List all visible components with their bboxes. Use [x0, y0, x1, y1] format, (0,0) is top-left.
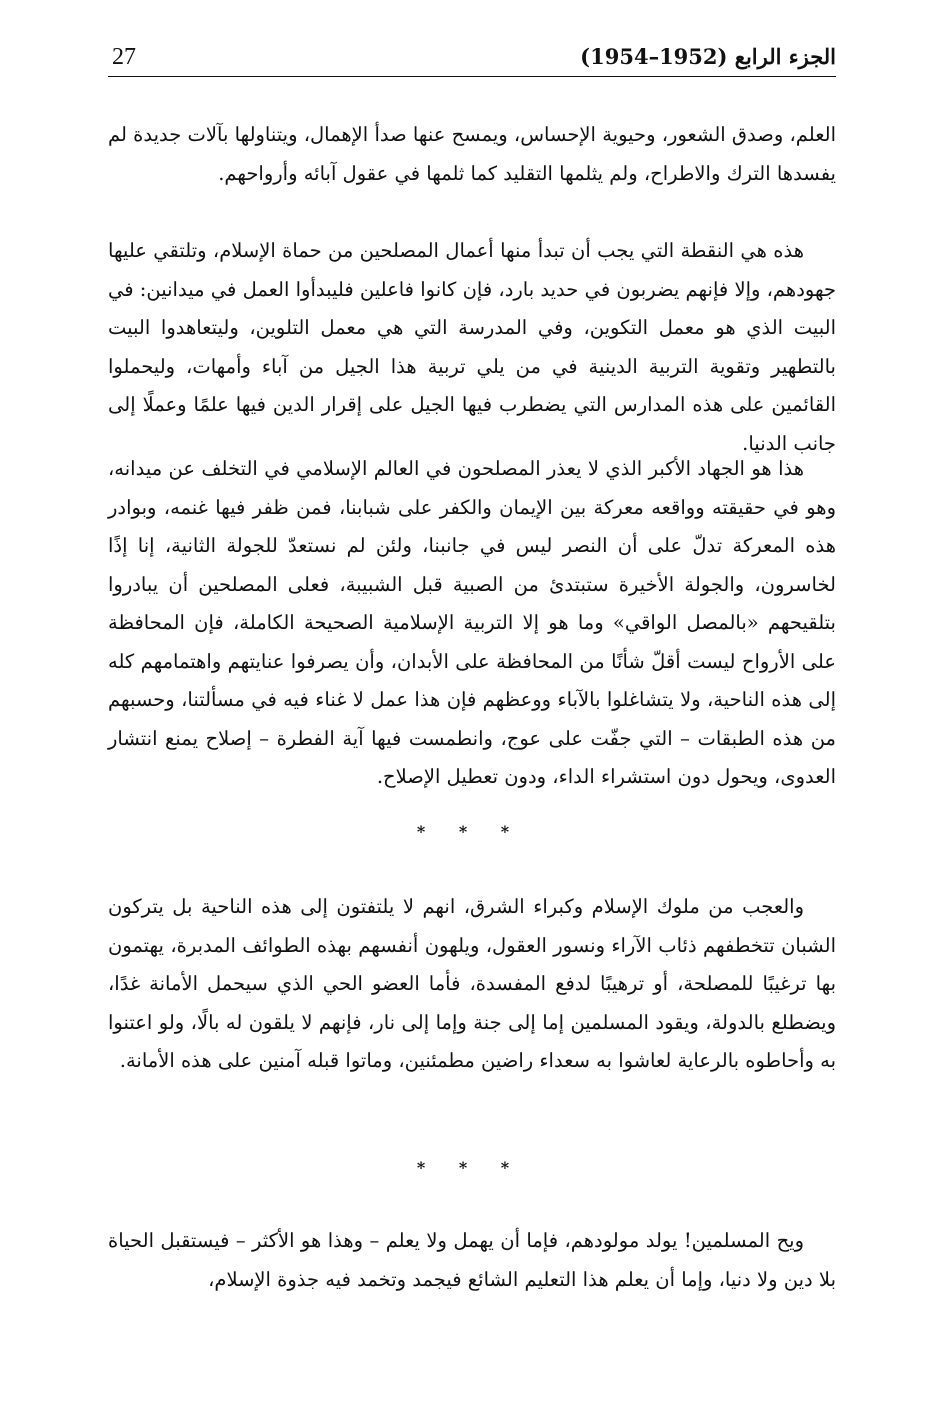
paragraph-4: والعجب من ملوك الإسلام وكبراء الشرق، انهم لا يلتفتون إلى هذه الناحية بل يتركون الشبان تتخطفهم ذئاب الآراء ونسور العقول، ويلهون أنفسهم بهذه الطوائف المدبرة، يهتمون بها ترغيبًا للمصلحة، أو ترهيبًا لدفع المفسدة، فأما العضو الحي الذي سيحمل الأمانة غدًا، ويضطلع بالدولة، ويقود المسلمين إما إلى جنة وإما إلى نار، فإنهم لا يلقون له بالًا، ولو اعتنوا به وأحاطوه بالرعاية لعاشوا به سعداء راضين مطمئنين، وماتوا قبله آمنين على هذه الأمانة.	[108, 895, 836, 1072]
section-separator-1: * * *	[416, 822, 524, 841]
running-title: الجزء الرابع (1952–1954)	[580, 44, 836, 69]
header-rule	[108, 76, 836, 77]
page-header	[108, 40, 836, 80]
page-number: 27	[112, 44, 136, 70]
paragraph-2: هذه هي النقطة التي يجب أن تبدأ منها أعمال المصلحين من حماة الإسلام، وتلتقي عليها جهودهم، وإلا فإنهم يضربون في حديد بارد، فإن كانوا فاعلين فليبدأوا العمل في ميدانين: في البيت الذي هو معمل التكوين، وفي المدرسة التي هي معمل التلوين، وليتعاهدوا البيت بالتطهير وتقوية التربية الدينية في من يلي تربية هذا الجيل من آباء وأمهات، وليحملوا القائمين على هذه المدارس التي يضطرب فيها الجيل على إقرار الدين فيها علمًا وعملًا إلى جانب الدنيا.	[108, 239, 836, 455]
section-separator-2: * * *	[416, 1158, 524, 1177]
paragraph-1: العلم، وصدق الشعور، وحيوية الإحساس، ويمسح عنها صدأ الإهمال، ويتناولها بآلات جديدة لم يفسدها الترك والاطراح، ولم يثلمها التقليد كما ثلمها في عقول آبائه وأرواحهم.	[108, 123, 836, 185]
paragraph-3: هذا هو الجهاد الأكبر الذي لا يعذر المصلحون في العالم الإسلامي في التخلف عن ميدانه، وهو في حقيقته وواقعه معركة بين الإيمان والكفر على شبابنا، فمن ظفر فيها غنمه، وبوادر هذه المعركة تدلّ على أن النصر ليس في جانبنا، ولئن لم نستعدّ للجولة الثانية، إنا إذًا لخاسرون، والجولة الأخيرة ستبتدئ من الصبية قبل الشبيبة، فعلى المصلحين أن يبادروا بتلقيحهم «بالمصل الواقي» وما هو إلا التربية الإسلامية الصحيحة الكاملة، فإن المحافظة على الأرواح ليست أقلّ شأنًا من المحافظة على الأبدان، وأن يصرفوا عنايتهم واهتمامهم كله إلى هذه الناحية، ولا يتشاغلوا بالآباء ووعظهم فإن هذا عمل لا غناء فيه في مسألتنا، وحسبهم من هذه الطبقات – التي جفّت على عوج، وانطمست فيها آية الفطرة – إصلاح يمنع انتشار العدوى، ويحول دون استشراء الداء، ودون تعطيل الإصلاح.	[108, 457, 836, 788]
paragraph-5: ويح المسلمين! يولد مولودهم، فإما أن يهمل ولا يعلم – وهذا هو الأكثر – فيستقبل الحياة بلا دين ولا دنيا، وإما أن يعلم هذا التعليم الشائع فيجمد وتخمد فيه جذوة الإسلام،	[108, 1229, 836, 1291]
